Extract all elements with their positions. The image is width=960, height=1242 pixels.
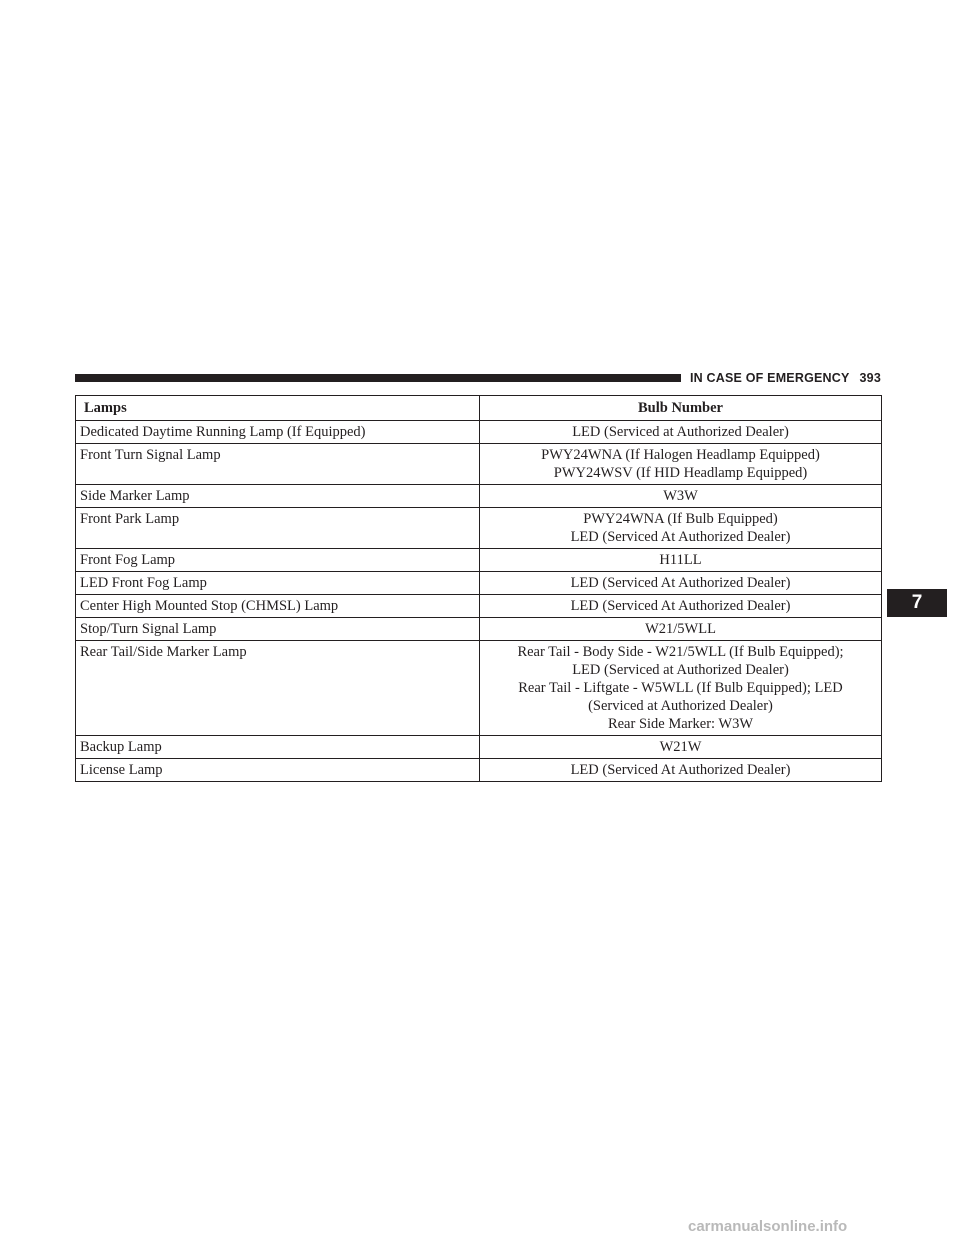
header-rule-bar: [75, 374, 681, 382]
table-row: [76, 549, 882, 572]
bulb-number-cell: [480, 736, 882, 759]
bulb-number-line: LED (Serviced At Authorized Dealer): [570, 598, 791, 614]
column-header-bulb-number: Bulb Number: [480, 396, 882, 421]
bulb-number-line: W21/5WLL: [645, 621, 716, 637]
bulb-number-line: LED (Serviced At Authorized Dealer): [570, 575, 791, 591]
bulb-number-line: W21W: [659, 739, 702, 755]
table-header-row: [76, 396, 882, 421]
bulb-number-cell: [480, 444, 882, 485]
table-row: [76, 736, 882, 759]
bulb-number-cell: [480, 508, 882, 549]
page-number: 393: [859, 371, 881, 385]
bulb-number-line: Rear Side Marker: W3W: [607, 716, 754, 732]
bulb-number-line: Rear Tail - Body Side - W21/5WLL (If Bulb Equipped);: [517, 644, 844, 660]
table-row: [76, 421, 882, 444]
lamp-cell: Front Turn Signal Lamp: [76, 444, 480, 485]
lamp-cell: LED Front Fog Lamp: [76, 572, 480, 595]
lamp-cell: Center High Mounted Stop (CHMSL) Lamp: [76, 595, 480, 618]
bulb-number-line: LED (Serviced At Authorized Dealer): [570, 762, 791, 778]
chapter-tab: 7: [887, 589, 947, 617]
lamp-cell: License Lamp: [76, 759, 480, 782]
bulb-number-line: W3W: [663, 488, 698, 504]
lamp-cell: Side Marker Lamp: [76, 485, 480, 508]
bulb-number-cell: [480, 549, 882, 572]
bulb-number-line: PWY24WSV (If HID Headlamp Equipped): [553, 465, 808, 481]
bulb-number-cell: [480, 572, 882, 595]
table-row: [76, 759, 882, 782]
bulb-table: [75, 395, 882, 782]
bulb-number-cell: [480, 641, 882, 736]
bulb-number-cell: [480, 485, 882, 508]
bulb-number-cell: [480, 618, 882, 641]
bulb-number-line: H11LL: [659, 552, 702, 568]
bulb-number-cell: [480, 759, 882, 782]
bulb-number-line: PWY24WNA (If Bulb Equipped): [583, 511, 778, 527]
table-row: [76, 572, 882, 595]
header-text: [690, 370, 881, 386]
table-row: [76, 508, 882, 549]
watermark-text: carmanualsonline.info: [688, 1218, 848, 1235]
table-row: [76, 595, 882, 618]
bulb-number-cell: [480, 595, 882, 618]
section-title: IN CASE OF EMERGENCY: [689, 371, 850, 385]
lamp-cell: Dedicated Daytime Running Lamp (If Equipped): [76, 421, 480, 444]
bulb-number-line: LED (Serviced at Authorized Dealer): [572, 662, 789, 678]
lamp-cell: Rear Tail/Side Marker Lamp: [76, 641, 480, 736]
bulb-number-line: LED (Serviced At Authorized Dealer): [570, 529, 791, 545]
table-row: [76, 641, 882, 736]
table-body: [76, 421, 882, 782]
bulb-number-line: PWY24WNA (If Halogen Headlamp Equipped): [541, 447, 820, 463]
bulb-number-line: (Serviced at Authorized Dealer): [588, 698, 773, 714]
lamp-cell: Front Fog Lamp: [76, 549, 480, 572]
column-header-lamps: Lamps: [76, 396, 480, 421]
page-header: [75, 370, 881, 386]
lamp-cell: Front Park Lamp: [76, 508, 480, 549]
table-row: [76, 485, 882, 508]
bulb-number-line: LED (Serviced at Authorized Dealer): [572, 424, 789, 440]
lamp-cell: Backup Lamp: [76, 736, 480, 759]
bulb-number-cell: [480, 421, 882, 444]
bulb-number-line: Rear Tail - Liftgate - W5WLL (If Bulb Equipped); LED: [518, 680, 843, 696]
lamp-cell: Stop/Turn Signal Lamp: [76, 618, 480, 641]
table-row: [76, 444, 882, 485]
table-row: [76, 618, 882, 641]
